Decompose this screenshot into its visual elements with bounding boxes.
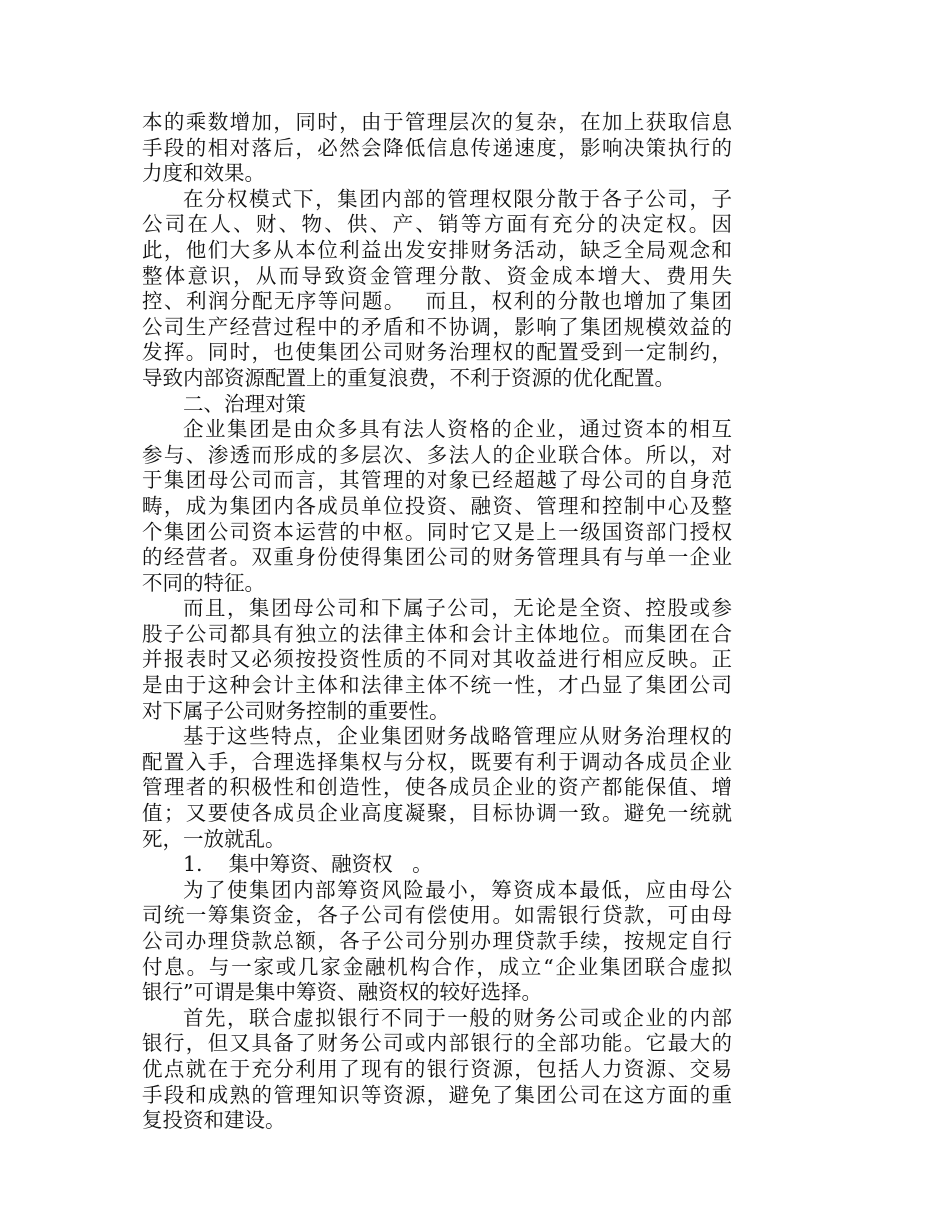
text-line: 本的乘数增加，同时，由于管理层次的复杂，在加上获取信息	[142, 110, 732, 134]
text-line: 发挥。同时，也使集团公司财务治理权的配置受到一定制约，	[142, 340, 732, 365]
text-line: 银行”可谓是集中筹资、融资权的较好选择。	[142, 980, 542, 1005]
text-line: 配置入手，合理选择集权与分权，既要有利于调动各成员企业	[142, 749, 732, 774]
paragraph-p3	[142, 392, 732, 418]
text-line: 公司在人、财、物、供、产、销等方面有充分的决定权。因	[142, 212, 732, 237]
text-line: 的经营者。双重身份使得集团公司的财务管理具有与单一企业	[142, 545, 732, 570]
document-page	[142, 110, 732, 1134]
text-line: 整体意识，从而导致资金管理分散、资金成本增大、费用失	[142, 263, 732, 288]
text-line: 司统一筹集资金，各子公司有偿使用。如需银行贷款，可由母	[142, 903, 732, 928]
text-line: 死，一放就乱。	[142, 826, 286, 851]
text-line: 付息。与一家或几家金融机构合作，成立“企业集团联合虚拟	[142, 954, 732, 979]
text-line: 公司生产经营过程中的矛盾和不协调，影响了集团规模效益的	[142, 314, 732, 339]
paragraph-p6	[142, 724, 732, 852]
text-line: 是由于这种会计主体和法律主体不统一性，才凸显了集团公司	[142, 673, 732, 698]
paragraph-p8	[142, 878, 732, 1006]
text-line: 在分权模式下，集团内部的管理权限分散于各子公司，子	[183, 186, 732, 211]
text-line: 公司办理贷款总额，各子公司分别办理贷款手续，按规定自行	[142, 929, 732, 953]
text-line: 导致内部资源配置上的重复浪费，不利于资源的优化配置。	[142, 365, 675, 390]
paragraph-p4	[142, 417, 732, 596]
text-line: 力度和效果。	[142, 161, 265, 186]
text-line: 手段的相对落后，必然会降低信息传递速度，影响决策执行的	[142, 135, 732, 160]
text-line: 复投资和建设。	[142, 1108, 286, 1133]
text-line: 控、利润分配无序等问题。 而且，权利的分散也增加了集团	[142, 289, 732, 314]
text-line: 基于这些特点，企业集团财务战略管理应从财务治理权的	[183, 724, 732, 749]
document-body	[142, 110, 732, 1134]
text-line: 为了使集团内部筹资风险最小，筹资成本最低，应由母公	[183, 877, 732, 902]
text-line: 手段和成熟的管理知识等资源，避免了集团公司在这方面的重	[142, 1082, 732, 1107]
text-line: 参与、渗透而形成的多层次、多法人的企业联合体。所以，对	[142, 442, 732, 467]
text-line: 优点就在于充分利用了现有的银行资源，包括人力资源、交易	[142, 1056, 732, 1081]
paragraph-p5	[142, 596, 732, 724]
text-line: 而且，集团母公司和下属子公司，无论是全资、控股或参	[183, 596, 732, 621]
text-line: 并报表时又必须按投资性质的不同对其收益进行相应反映。正	[142, 647, 732, 672]
text-line: 首先，联合虚拟银行不同于一般的财务公司或企业的内部	[183, 1005, 732, 1030]
paragraph-p2	[142, 187, 732, 392]
paragraph-p9	[142, 1006, 732, 1134]
paragraph-p1	[142, 110, 732, 187]
text-line: 企业集团是由众多具有法人资格的企业，通过资本的相互	[183, 417, 732, 442]
text-line: 管理者的积极性和创造性，使各成员企业的资产都能保值、增	[142, 775, 732, 800]
text-line: 1. 集中筹资、融资权 。	[183, 852, 433, 877]
text-line: 个集团公司资本运营的中枢。同时它又是上一级国资部门授权	[142, 519, 732, 544]
text-line: 银行，但又具备了财务公司或内部银行的全部功能。它最大的	[142, 1031, 732, 1056]
paragraph-p7	[142, 852, 732, 878]
text-line: 值；又要使各成员企业高度凝聚，目标协调一致。避免一统就	[142, 801, 732, 826]
text-line: 股子公司都具有独立的法律主体和会计主体地位。而集团在合	[142, 621, 732, 646]
text-line: 二、治理对策	[183, 391, 306, 416]
text-line: 畴，成为集团内各成员单位投资、融资、管理和控制中心及整	[142, 493, 732, 518]
text-line: 对下属子公司财务控制的重要性。	[142, 698, 450, 723]
text-line: 不同的特征。	[142, 570, 265, 595]
text-line: 此，他们大多从本位利益出发安排财务活动，缺乏全局观念和	[142, 237, 732, 262]
text-line: 于集团母公司而言，其管理的对象已经超越了母公司的自身范	[142, 468, 732, 493]
